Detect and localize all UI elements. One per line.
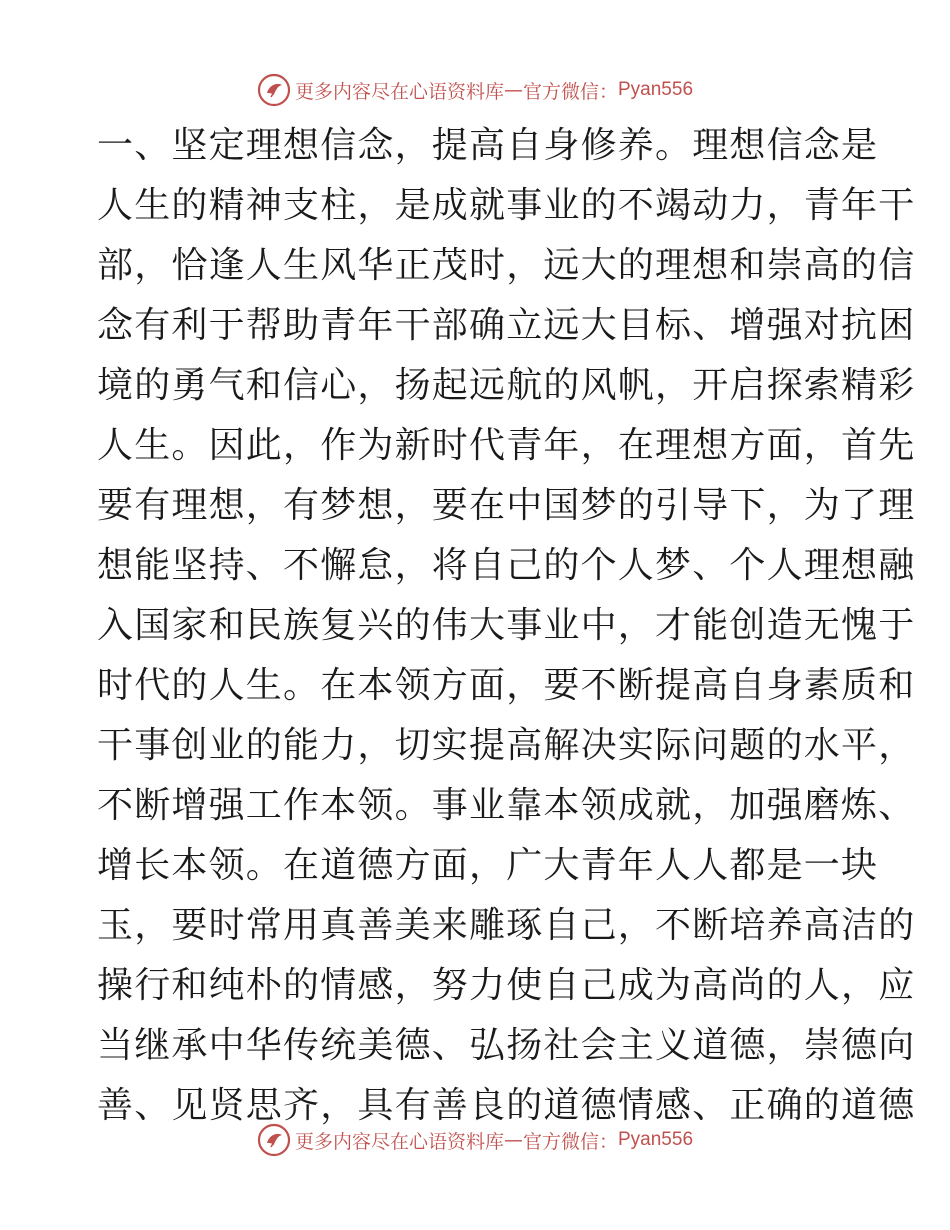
- text-line: 增长本领。在道德方面，广大青年人人都是一块: [97, 845, 879, 886]
- text-line: 一、坚定理想信念，提高自身修养。理想信念是: [97, 125, 879, 166]
- text-line: 念有利于帮助青年干部确立远大目标、增强对抗困: [97, 305, 916, 346]
- text-line: 操行和纯朴的情感，努力使自己成为高尚的人，应: [97, 965, 916, 1006]
- watermark-text: 更多内容尽在心语资料库: [294, 80, 504, 103]
- text-line: 入国家和民族复兴的伟大事业中，才能创造无愧于: [97, 605, 916, 646]
- watermark-handle: Pyan556: [618, 1129, 694, 1150]
- body-text: [97, 116, 916, 1136]
- watermark-header: [0, 70, 950, 110]
- text-line: 境的勇气和信心，扬起远航的风帆，开启探索精彩: [97, 365, 916, 406]
- text-line: 要有理想，有梦想，要在中国梦的引导下，为了理: [97, 485, 916, 526]
- text-line: 时代的人生。在本领方面，要不断提高自身素质和: [97, 665, 916, 706]
- watermark-separator: —: [503, 79, 523, 101]
- watermark-handle: Pyan556: [618, 79, 694, 100]
- text-line: 部，恰逢人生风华正茂时，远大的理想和崇高的信: [97, 245, 916, 286]
- text-line: 当继承中华传统美德、弘扬社会主义道德，崇德向: [97, 1025, 916, 1066]
- rose-circle-logo-icon: [257, 73, 291, 107]
- watermark-separator: —: [503, 1129, 523, 1151]
- text-line: 不断增强工作本领。事业靠本领成就，加强磨炼、: [97, 785, 916, 826]
- text-line: 想能坚持、不懈怠，将自己的个人梦、个人理想融: [97, 545, 916, 586]
- watermark-footer: [0, 1120, 950, 1160]
- text-line: 人生。因此，作为新时代青年，在理想方面，首先: [97, 425, 916, 466]
- text-line: 玉，要时常用真善美来雕琢自己，不断培养高洁的: [97, 905, 916, 946]
- text-line: 善、见贤思齐，具有善良的道德情感、正确的道德: [97, 1085, 916, 1126]
- text-line: 干事创业的能力，切实提高解决实际问题的水平，: [97, 725, 916, 766]
- watermark-label: 官方微信：: [522, 80, 618, 103]
- rose-circle-logo-icon: [257, 1123, 291, 1157]
- watermark-label: 官方微信：: [522, 1130, 618, 1153]
- watermark-text: 更多内容尽在心语资料库: [294, 1130, 504, 1153]
- text-line: 人生的精神支柱，是成就事业的不竭动力，青年干: [97, 185, 916, 226]
